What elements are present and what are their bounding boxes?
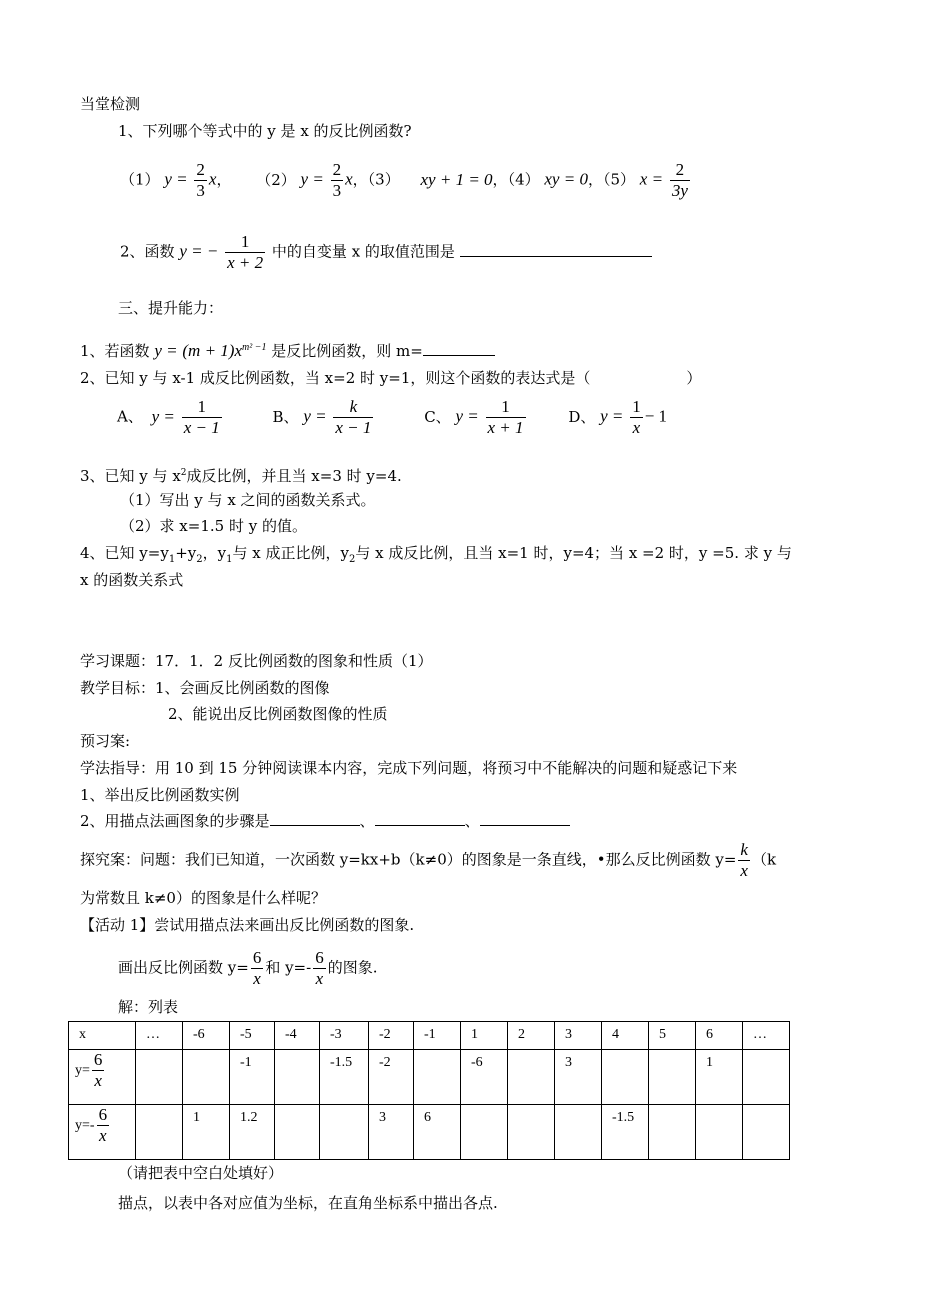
table-row-y-6-over-x bbox=[69, 1050, 790, 1105]
table-cell[interactable] bbox=[183, 1050, 230, 1105]
table-header-cell: -4 bbox=[275, 1022, 320, 1050]
table-cell[interactable] bbox=[555, 1105, 602, 1160]
table-cell[interactable] bbox=[508, 1105, 555, 1160]
table-cell[interactable] bbox=[649, 1105, 696, 1160]
table-cell[interactable]: 1 bbox=[696, 1050, 743, 1105]
fraction-k-over-x-minus-1: $\frac{k}{x - 1}$ bbox=[335, 397, 372, 437]
table-cell[interactable]: -1.5 bbox=[602, 1105, 649, 1160]
section3-question-3: 3、已知 y 与 $x^2$成反比例，并且当 x=3 时 y=4. bbox=[80, 467, 402, 485]
table-cell[interactable] bbox=[508, 1050, 555, 1105]
fraction-2-3y: $\frac{2}{3y}$ bbox=[671, 160, 688, 200]
table-header-cell: 2 bbox=[508, 1022, 555, 1050]
plot-instruction: 描点，以表中各对应值为坐标，在直角坐标系中描出各点. bbox=[118, 1194, 498, 1212]
table-cell[interactable] bbox=[743, 1050, 790, 1105]
preview-heading: 预习案: bbox=[80, 732, 131, 750]
lesson-goal-1: 教学目标：1、会画反比例函数的图像 bbox=[80, 679, 330, 697]
answer-blank[interactable] bbox=[375, 811, 465, 826]
fraction-1-over-x-plus-1: $\frac{1}{x + 1}$ bbox=[487, 397, 524, 437]
fraction-2-3: $\frac{2}{3}$ bbox=[332, 160, 342, 200]
table-cell[interactable]: 3 bbox=[555, 1050, 602, 1105]
explore-text: 探究案：问题：我们已知道，一次函数 y=kx+b（k≠0）的图象是一条直线，•那么反比例函数 y= $\frac{k}{x}$ （k bbox=[80, 840, 777, 880]
explore-text-cont: 为常数且 k≠0）的图象是什么样呢？ bbox=[80, 889, 326, 907]
fraction-6-over-x: $\frac{6}{x}$ bbox=[315, 948, 324, 988]
table-header-cell: -1 bbox=[414, 1022, 461, 1050]
table-cell[interactable]: 3 bbox=[369, 1105, 414, 1160]
table-cell[interactable] bbox=[136, 1105, 183, 1160]
table-note: （请把表中空白处填好） bbox=[118, 1164, 284, 1182]
draw-instruction: 画出反比例函数 y= $\frac{6}{x}$ 和 y=- $\frac{6}{x}$ 的图象. bbox=[118, 948, 378, 988]
table-header-cell: -2 bbox=[369, 1022, 414, 1050]
answer-blank[interactable] bbox=[460, 242, 652, 257]
table-header-cell: 5 bbox=[649, 1022, 696, 1050]
fraction-6-over-x: $\frac{6}{x}$ bbox=[252, 948, 262, 988]
section3-question-4-cont: x 的函数关系式 bbox=[80, 571, 184, 589]
table-cell[interactable]: -1.5 bbox=[320, 1050, 369, 1105]
table-header-row bbox=[69, 1022, 790, 1050]
table-cell[interactable]: -2 bbox=[369, 1050, 414, 1105]
preview-item-2: 2、用描点法画图象的步骤是 、 、 bbox=[80, 811, 570, 831]
table-cell[interactable] bbox=[414, 1050, 461, 1105]
table-row-label: y= $\frac{6}{x}$ bbox=[69, 1050, 136, 1105]
fraction-1-over-x-minus-1: $\frac{1}{x - 1}$ bbox=[183, 397, 220, 437]
table-cell[interactable]: -1 bbox=[230, 1050, 275, 1105]
table-cell[interactable] bbox=[461, 1105, 508, 1160]
table-cell[interactable]: -6 bbox=[461, 1050, 508, 1105]
table-cell[interactable]: 6 bbox=[414, 1105, 461, 1160]
table-cell[interactable]: 1.2 bbox=[230, 1105, 275, 1160]
table-header-cell: 3 bbox=[555, 1022, 602, 1050]
value-table bbox=[68, 1021, 790, 1160]
section3-question-2-options: A、 y = $\frac{1}{x - 1}$ B、 y = $\frac{k}{x - 1}$ C、 y = $\frac{1}{x + 1}$ D、 y = $\frac{1}{x}$ − 1 bbox=[117, 397, 668, 437]
table-header-cell: … bbox=[136, 1022, 183, 1050]
table-row-label: y=- $\frac{6}{x}$ bbox=[69, 1105, 136, 1160]
question-1-options: （1） y = $\frac{2}{3}$ x， （2） y = $\frac{2}{3}$ x，（3） xy + 1 = 0，（4） xy = 0，（5） x = $\frac{2}{3y}$ bbox=[120, 160, 688, 200]
answer-blank[interactable] bbox=[480, 811, 570, 826]
table-cell[interactable] bbox=[602, 1050, 649, 1105]
answer-blank[interactable] bbox=[423, 341, 495, 356]
table-row-y-neg-6-over-x bbox=[69, 1105, 790, 1160]
section3-question-2: 2、已知 y 与 x-1 成反比例函数，当 x=2 时 y=1，则这个函数的表达式是（ ） bbox=[80, 369, 702, 387]
table-header-cell: 4 bbox=[602, 1022, 649, 1050]
section-3-title: 三、提升能力： bbox=[118, 299, 224, 317]
activity-1: 【活动 1】尝试用描点法来画出反比例函数的图象. bbox=[80, 916, 415, 934]
table-cell[interactable]: 1 bbox=[183, 1105, 230, 1160]
table-cell[interactable] bbox=[275, 1050, 320, 1105]
table-header-cell: -5 bbox=[230, 1022, 275, 1050]
study-guide: 学法指导：用 10 到 15 分钟阅读课本内容，完成下列问题，将预习中不能解决的问题和疑惑记下来 bbox=[80, 759, 738, 777]
table-header-cell: -6 bbox=[183, 1022, 230, 1050]
table-cell[interactable] bbox=[320, 1105, 369, 1160]
table-cell[interactable] bbox=[649, 1050, 696, 1105]
table-header-cell: … bbox=[743, 1022, 790, 1050]
question-2: 2、函数 y = − $\frac{1}{x + 2}$ 中的自变量 x 的取值范围是 bbox=[120, 232, 652, 273]
lesson-goal-2: 2、能说出反比例函数图像的性质 bbox=[168, 705, 388, 723]
answer-blank[interactable] bbox=[270, 811, 360, 826]
fraction-k-over-x: $\frac{k}{x}$ bbox=[740, 840, 748, 880]
table-header-cell: 6 bbox=[696, 1022, 743, 1050]
table-header-cell: -3 bbox=[320, 1022, 369, 1050]
lesson-topic: 学习课题：17．1．2 反比例函数的图象和性质（1） bbox=[80, 652, 433, 670]
section3-question-1: 1、若函数 $y = (m + 1)x^{m^2 -1}$ 是反比例函数，则 m= bbox=[80, 338, 495, 361]
section3-question-3-part-2: （2）求 x=1.5 时 y 的值。 bbox=[120, 517, 307, 535]
section3-question-4: 4、已知 $y=y_1+y_2$，$y_1$与 x 成正比例，$y_2$与 x 成反比例，且当 x=1 时，y=4；当 x =2 时，y =5. 求 y 与 bbox=[80, 544, 792, 565]
table-cell[interactable] bbox=[136, 1050, 183, 1105]
section3-question-3-part-1: （1）写出 y 与 x 之间的函数关系式。 bbox=[120, 491, 376, 509]
preview-item-1: 1、举出反比例函数实例 bbox=[80, 786, 240, 804]
fraction-1-over-x-plus-2: $\frac{1}{x + 2}$ bbox=[227, 232, 264, 272]
fraction-1-over-x: $\frac{1}{x}$ bbox=[632, 397, 641, 437]
section-title: 当堂检测 bbox=[80, 95, 141, 113]
question-1-text: 1、下列哪个等式中的 y 是 x 的反比例函数? bbox=[118, 122, 412, 140]
table-header-cell: 1 bbox=[461, 1022, 508, 1050]
table-cell[interactable] bbox=[275, 1105, 320, 1160]
table-cell[interactable] bbox=[743, 1105, 790, 1160]
fraction-2-3: $\frac{2}{3}$ bbox=[196, 160, 205, 200]
table-header-cell: x bbox=[69, 1022, 136, 1050]
table-cell[interactable] bbox=[696, 1105, 743, 1160]
solution-label: 解：列表 bbox=[118, 998, 179, 1016]
